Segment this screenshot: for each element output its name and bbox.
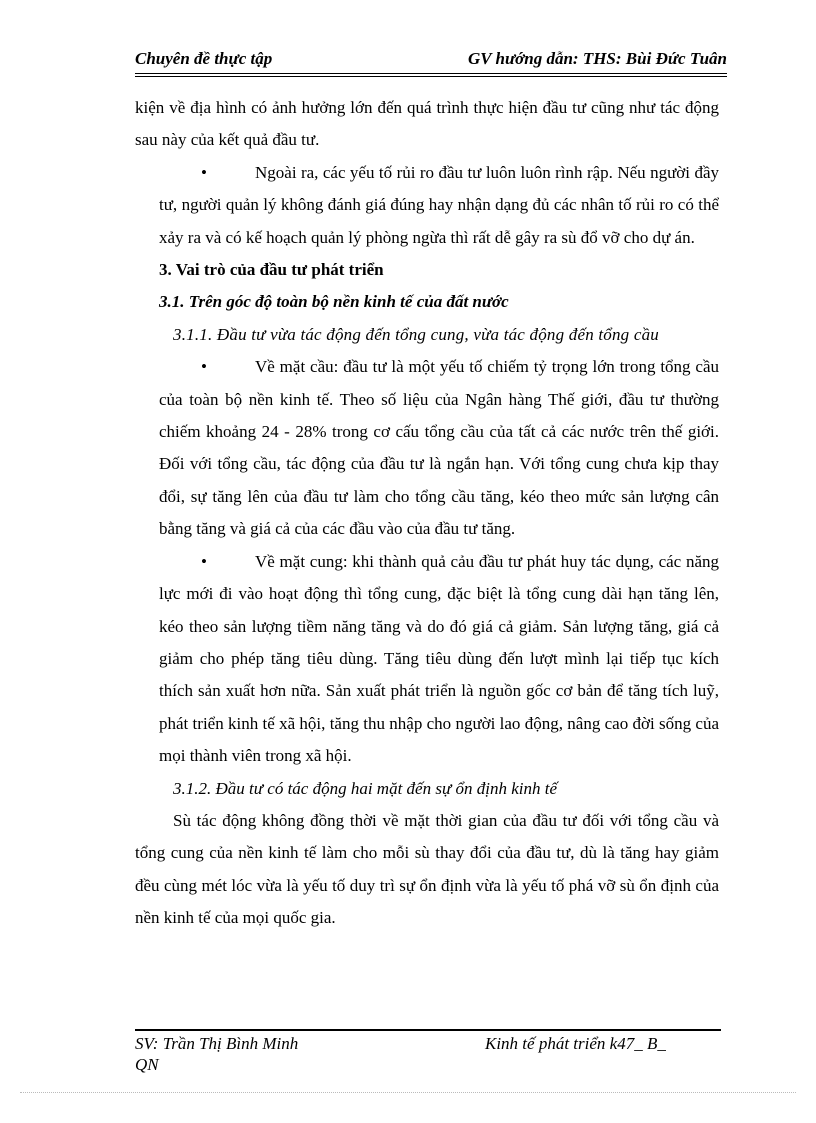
footer-class: Kinh tế phát triển k47_ B_	[485, 1034, 666, 1053]
bullet-text: Ngoài ra, các yếu tố rủi ro đầu tư luôn luôn rình rập. Nếu người đầy tư, người quản lý không đánh giá đúng hay nhận dạng đủ các nhân tố rủi ro có thể xảy ra và có kế hoạch quản lý phòng ngừa thì rất dễ gây ra sù đổ vỡ cho dự án.	[159, 162, 719, 247]
bullet-text: Về mặt cung: khi thành quả cảu đầu tư phát huy tác dụng, các năng lực mới đi vào hoạt động thì tổng cung, đặc biệt là tổng cung dài hạn tăng lên, kéo theo sản lượng tiềm năng tăng và do đó giá cả giảm. Sản lượng tăng, giá cả giảm cho phép tăng tiêu dùng. Tăng tiêu dùng đến lượt mình lại tiếp tục kích thích sản xuất hơn nữa. Sản xuất phát triển là nguồn gốc cơ bản để tăng tích luỹ, phát triển kinh tế xã hội, tăng thu nhập cho người lao động, nâng cao đời sống của mọi thành viên trong xã hội.	[159, 551, 719, 766]
bullet-item-supply	[135, 546, 719, 773]
bullet-icon: •	[201, 357, 207, 377]
bullet-icon: •	[201, 162, 207, 182]
page-body	[135, 92, 719, 935]
section-heading-3-1-1: 3.1.1. Đầu tư vừa tác động đến tổng cung, vừa tác động đến tổng cầu	[173, 324, 659, 344]
bullet-icon: •	[201, 551, 207, 571]
page-header	[135, 49, 727, 73]
bullet-text: Về mặt cầu: đầu tư là một yếu tố chiếm tỷ trọng lớn trong tổng cầu của toàn bộ nền kinh tế. Theo số liệu của Ngân hàng Thế giới, đầu tư thường chiếm khoảng 24 - 28% trong cơ cấu tổng cầu của tất cả các nước trên thế giới. Đối với tổng cầu, tác động của đầu tư là ngắn hạn. Với tổng cung chưa kịp thay đổi, sự tăng lên của đầu tư làm cho tổng cầu tăng, kéo theo mức sản lượng cân bằng tăng và giá cả của các đầu vào của đầu tư tăng.	[159, 357, 719, 539]
section-heading-3-1-2: 3.1.2. Đầu tư có tác động hai mặt đến sự ổn định kinh tế	[173, 778, 558, 798]
header-rule	[135, 73, 727, 74]
header-rule-double	[135, 76, 727, 77]
section-heading-3: 3. Vai trò của đầu tư phát triển	[159, 260, 384, 280]
paragraph-stability: Sù tác động không đồng thời về mặt thời gian của đầu tư đối với tổng cầu và tổng cung của nền kinh tế làm cho mỗi sù thay đổi của đầu tư, dù là tăng hay giảm đều cùng mét lóc vừa là yếu tố duy trì sự ổn định vừa là yếu tố phá vỡ sù ổn định của nền kinh tế của mọi quốc gia.	[135, 810, 719, 928]
footer-student-name: SV: Trần Thị Bình Minh	[135, 1034, 299, 1053]
footer-rule	[135, 1029, 721, 1031]
bullet-item-risk	[135, 157, 719, 254]
bullet-item-demand	[135, 351, 719, 545]
page-bottom-dotted-line	[20, 1092, 796, 1093]
paragraph-continuation: kiện về địa hình có ảnh hưởng lớn đến quá trình thực hiện đầu tư cũng như tác động sau này của kết quả đầu tư.	[135, 98, 719, 150]
section-heading-3-1: 3.1. Trên góc độ toàn bộ nền kinh tế của đất nước	[159, 292, 509, 312]
footer-class-suffix: QN	[135, 1055, 159, 1074]
header-course-title: Chuyên đề thực tập	[135, 49, 273, 68]
header-advisor: GV hướng dẫn: THS: Bùi Đức Tuân	[467, 49, 727, 68]
